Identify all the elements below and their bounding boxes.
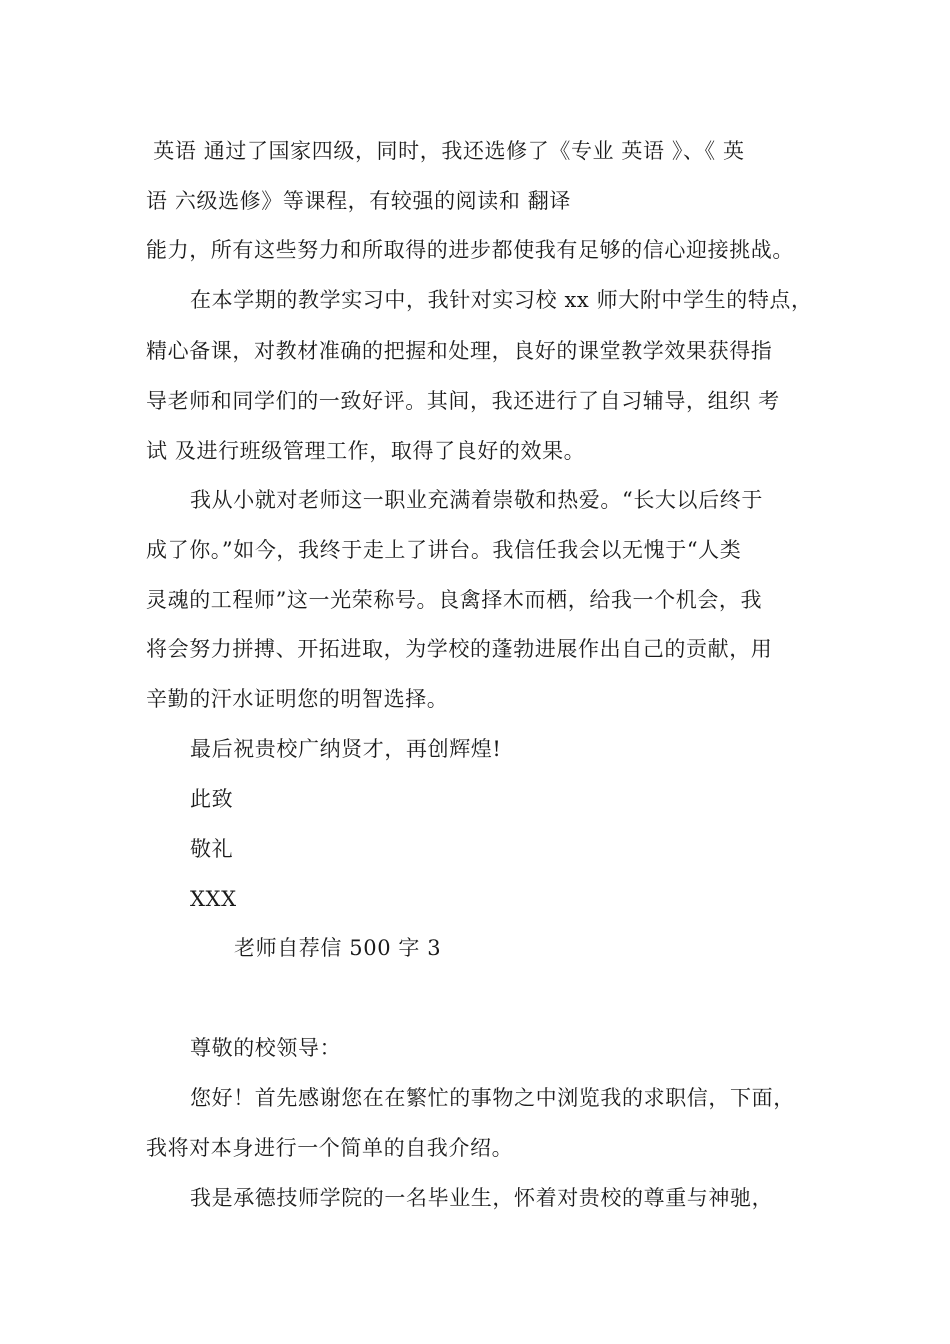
paragraph-line: 将会努力拼搏、开拓进取，为学校的蓬勃进展作出自己的贡献，用 bbox=[146, 637, 773, 661]
paragraph-line: 我是承德技师学院的一名毕业生，怀着对贵校的尊重与神驰， bbox=[190, 1186, 774, 1210]
paragraph-line: 语 六级选修》等课程，有较强的阅读和 翻译 bbox=[146, 189, 571, 213]
paragraph-line: 英语 通过了国家四级，同时，我还选修了《专业 英语 》、《 英 bbox=[146, 139, 745, 163]
paragraph-line: 能力，所有这些努力和所取得的进步都使我有足够的信心迎接挑战。 bbox=[146, 238, 794, 262]
paragraph-line: 导老师和同学们的一致好评。其间，我还进行了自习辅导，组织 考 bbox=[146, 389, 780, 413]
section-title: 老师自荐信 500 字 3 bbox=[234, 936, 442, 960]
paragraph-line: 您好！首先感谢您在在繁忙的事物之中浏览我的求职信，下面， bbox=[190, 1086, 795, 1110]
paragraph-line: 我从小就对老师这一职业充满着崇敬和热爱。“长大以后终于 bbox=[190, 488, 763, 512]
paragraph-line: 试 及进行班级管理工作，取得了良好的效果。 bbox=[146, 439, 586, 463]
salutation-cizhi: 此致 bbox=[190, 787, 234, 811]
paragraph-line: 成了你。”如今，我终于走上了讲台。我信任我会以无愧于“人类 bbox=[146, 538, 742, 562]
letter-greeting: 尊敬的校领导： bbox=[190, 1036, 342, 1060]
paragraph-line: 精心备课，对教材准确的把握和处理，良好的课堂教学效果获得指 bbox=[146, 339, 773, 363]
salutation-jingli: 敬礼 bbox=[190, 837, 234, 861]
signature-name: XXX bbox=[190, 887, 237, 911]
paragraph-line: 灵魂的工程师”这一光荣称号。良禽择木而栖，给我一个机会，我 bbox=[146, 588, 763, 612]
paragraph-line: 在本学期的教学实习中，我针对实习校 xx 师大附中学生的特点， bbox=[190, 288, 813, 312]
closing-wish: 最后祝贵校广纳贤才，再创辉煌! bbox=[190, 737, 502, 761]
paragraph-line: 我将对本身进行一个简单的自我介绍。 bbox=[146, 1136, 514, 1160]
paragraph-line: 辛勤的汗水证明您的明智选择。 bbox=[146, 687, 449, 711]
